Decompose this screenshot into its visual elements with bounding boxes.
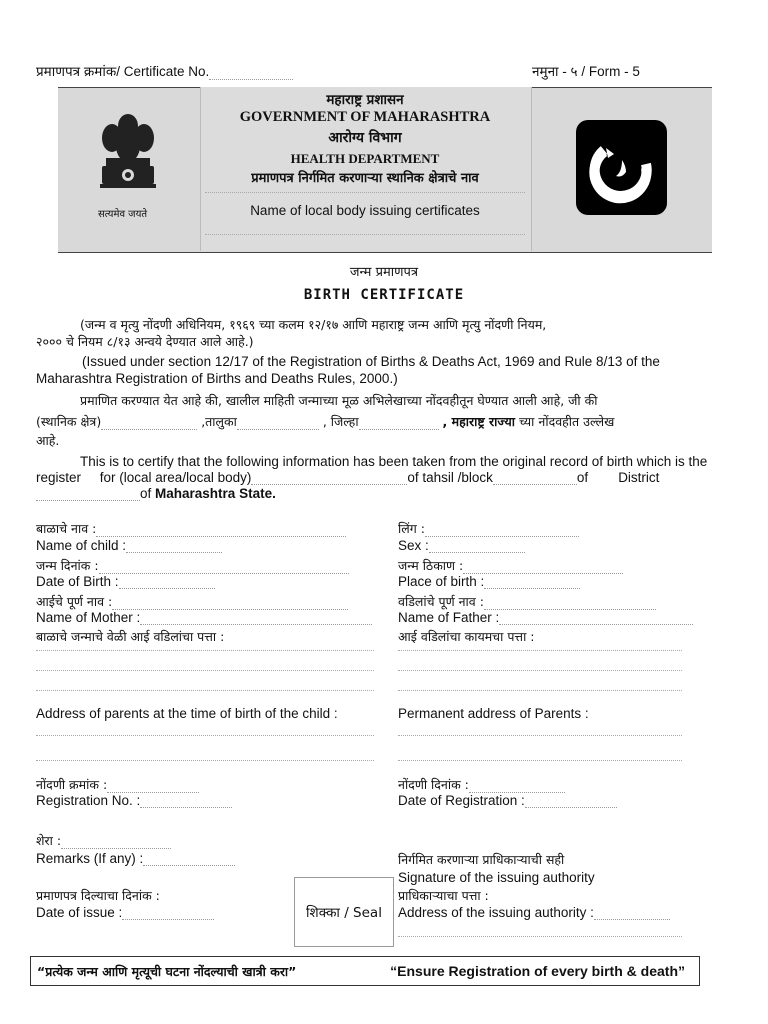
intro-en-line1: (Issued under section 12/17 of the Registration of Births & Deaths Act, 1969 and Rule 8/13 of the [82, 354, 660, 369]
signature-mr-label: निर्गमित करणाऱ्या प्राधिकाऱ्याची सही [398, 852, 565, 867]
registration-date-field[interactable]: Date of Registration : [398, 793, 617, 808]
remarks-field[interactable]: Remarks (If any) : [36, 851, 235, 866]
issue-date-mr-label: प्रमाणपत्र दिल्याचा दिनांक : [36, 888, 160, 903]
address-at-birth-mr-label: बाळाचे जन्माचे वेळी आई वडिलांचा पत्ता : [36, 629, 225, 644]
header-dept-mr: आरोग्य विभाग [328, 130, 402, 146]
header-title-mr: महाराष्ट्र प्रशासन [326, 92, 404, 108]
intro-en-cert-line1: This is to certify that the following information has been taken from the original record of birth which is the [80, 454, 708, 469]
permanent-address-mr-label: आई वडिलांचा कायमचा पत्ता : [398, 629, 535, 644]
certificate-title-en: BIRTH CERTIFICATE [303, 287, 465, 303]
child-name-mr-label: बाळाचे नाव : [36, 520, 346, 537]
father-name-mr-label: वडिलांचे पूर्ण नाव : [398, 593, 656, 610]
footer-text-en: “Ensure Registration of every birth & death” [390, 963, 685, 979]
intro-mr-line2: २००० चे नियम ८/१३ अन्वये देण्यात आले आहे.) [36, 334, 254, 349]
remarks-mr-label: शेरा : [36, 832, 171, 849]
issue-date-field[interactable]: Date of issue : [36, 905, 214, 920]
seal-box: शिक्का / Seal [294, 877, 394, 947]
father-name-field[interactable]: Name of Father : [398, 610, 693, 625]
intro-en-cert-line3: of Maharashtra State. [36, 486, 276, 501]
dob-mr-label: जन्म दिनांक : [36, 557, 349, 574]
intro-en-cert-line2: register for (local area/local body) of tahsil /block of District [36, 470, 660, 485]
pob-mr-label: जन्म ठिकाण : [398, 557, 623, 574]
intro-mr-cert-line3: आहे. [36, 433, 60, 448]
registration-number-field[interactable]: Registration No. : [36, 793, 232, 808]
header-body-mr: प्रमाणपत्र निर्गमित करणाऱ्या स्थानिक क्षेत्राचे नाव [251, 171, 479, 186]
reg-date-mr-label: नोंदणी दिनांक : [398, 776, 565, 793]
certificate-title-mr: जन्म प्रमाणपत्र [349, 265, 419, 280]
sex-mr-label: लिंग : [398, 520, 579, 537]
header-title-en: GOVERNMENT OF MAHARASHTRA [239, 109, 491, 125]
mother-name-mr-label: आईचे पूर्ण नाव : [36, 593, 348, 610]
permanent-address-en-label: Permanent address of Parents : [398, 706, 589, 721]
footer-banner [30, 956, 700, 986]
header-body-en: Name of local body issuing certificates [250, 203, 480, 218]
national-emblem-icon [92, 108, 164, 208]
mother-name-field[interactable]: Name of Mother : [36, 610, 372, 625]
reg-no-mr-label: नोंदणी क्रमांक : [36, 776, 199, 793]
health-department-logo [576, 120, 667, 215]
intro-en-line2: Maharashtra Registration of Births and Deaths Rules, 2000.) [36, 371, 398, 386]
child-name-field[interactable]: Name of child : [36, 538, 222, 553]
intro-mr-cert-line2: (स्थानिक क्षेत्र) ,तालुका , जिल्हा , महाराष्ट्र राज्या च्या नोंदवहीत उल्लेख [36, 414, 615, 429]
sex-field[interactable]: Sex : [398, 538, 525, 553]
address-at-birth-en-label: Address of parents at the time of birth of the child : [36, 706, 338, 721]
signature-en-label: Signature of the issuing authority [398, 870, 595, 885]
authority-address-field[interactable]: Address of the issuing authority : [398, 905, 670, 920]
place-of-birth-field[interactable]: Place of birth : [398, 574, 580, 589]
intro-mr-line1: (जन्म व मृत्यु नोंदणी अधिनियम, १९६९ च्या कलम १२/१७ आणि महाराष्ट्र जन्म आणि मृत्यु नोंदणी नियम, [80, 317, 547, 332]
dob-field[interactable]: Date of Birth : [36, 574, 215, 589]
emblem-caption: सत्यमेव जयते [98, 209, 148, 220]
intro-mr-cert-line1: प्रमाणित करण्यात येत आहे की, खालील माहिती जन्माच्या मूळ अभिलेखाच्या नोंदवहीतून घेण्यात आली आहे, जी की [80, 393, 598, 408]
form-number-label: नमुना - ५ / Form - 5 [532, 64, 640, 79]
header-dept-en: HEALTH DEPARTMENT [290, 151, 440, 166]
certificate-number-label: प्रमाणपत्र क्रमांक/ Certificate No. [36, 62, 293, 80]
footer-text-mr: “प्रत्येक जन्म आणि मृत्यूची घटना नोंदल्याची खात्री करा” [37, 963, 297, 979]
authority-address-mr-label: प्राधिकाऱ्याचा पत्ता : [398, 888, 489, 903]
